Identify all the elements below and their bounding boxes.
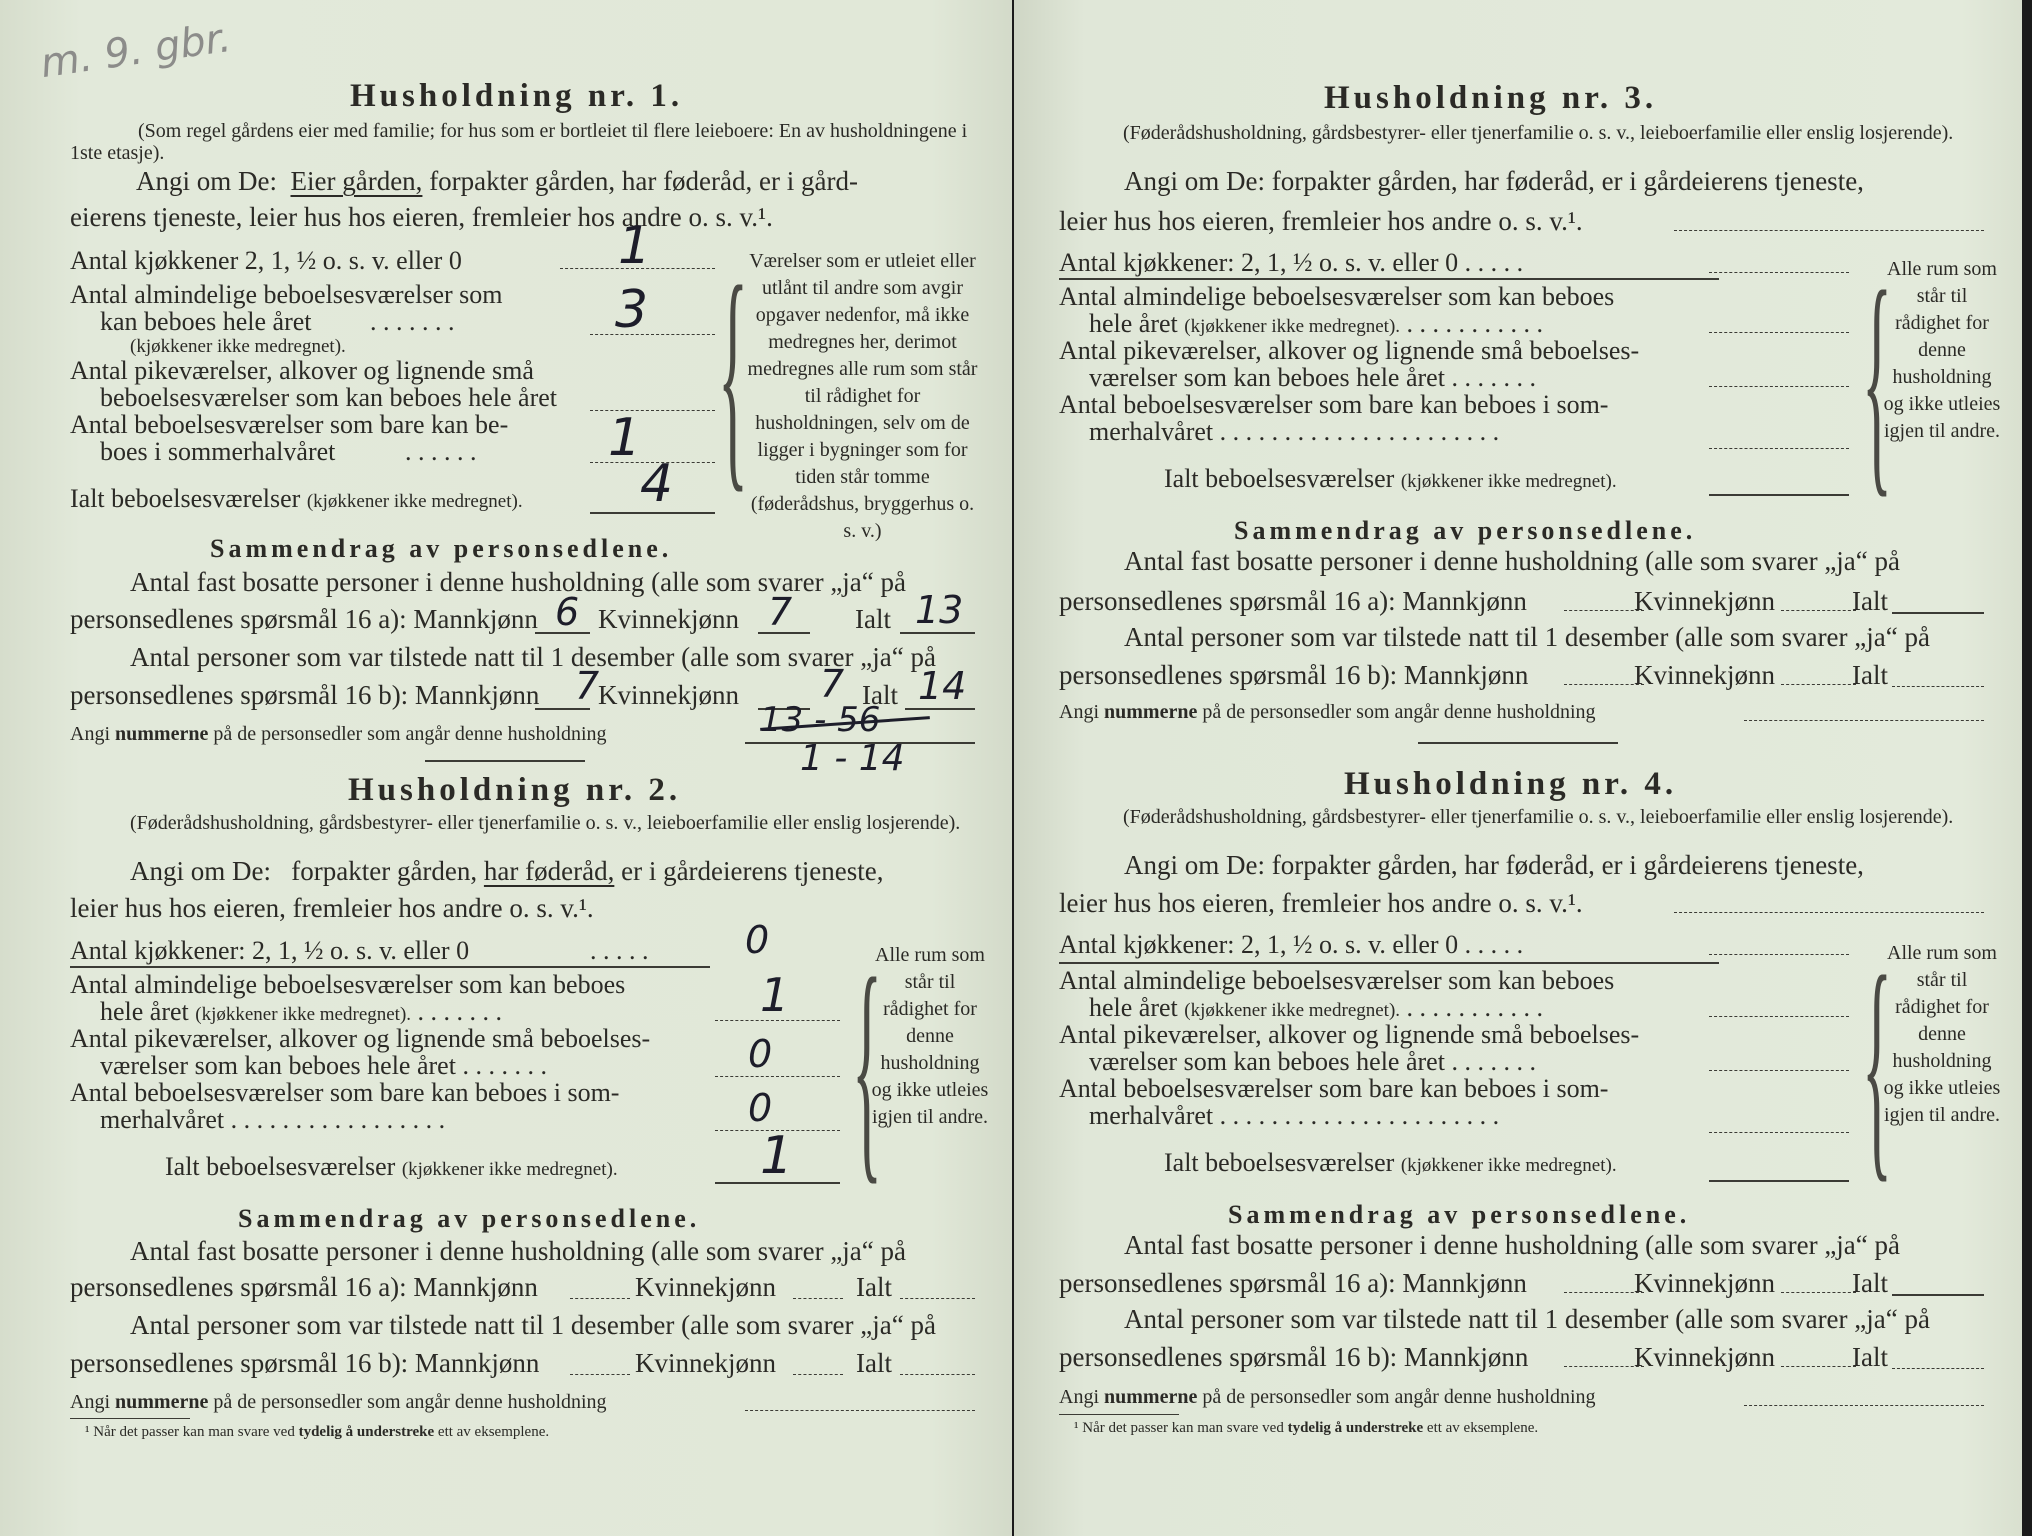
h1-tilst-line1: Antal personer som var tilstede natt til 1 desember (alle som svarer „ja“ på <box>130 642 936 672</box>
h3-ialt-sub: (kjøkkener ikke medregnet). <box>1400 471 1617 492</box>
h4-sommer-label1: Antal beboelsesværelser som bare kan beboes i som- <box>1059 1074 1609 1103</box>
h3-pike-label2: værelser som kan beboes hele året . . . . . . . <box>1089 363 1536 392</box>
h3-note: (Føderådshusholdning, gårdsbestyrer- eller tjenerfamilie o. s. v., leieboerfamilie eller enslig losjerende). <box>1123 122 1954 144</box>
h3-angi-line1: Angi om De: forpakter gården, har føderåd, er i gårdeierens tjeneste, <box>1124 166 1864 196</box>
h4-alm-line <box>1709 1016 1849 1017</box>
h1-ialt-text: Ialt beboelsesværelser <box>70 484 301 513</box>
h1-separator <box>425 760 585 762</box>
footnote-right-post: ett av eksemplene. <box>1426 1420 1539 1436</box>
h1-alm-label2: kan beboes hele året <box>100 307 312 336</box>
h2-fast-m-line <box>570 1298 630 1299</box>
h2-title: Husholdning nr. 2. <box>348 772 682 808</box>
h2-angi-line1 <box>130 856 883 887</box>
h4-tilst-ialt: Ialt <box>1852 1342 1888 1372</box>
h3-title: Husholdning nr. 3. <box>1324 80 1658 116</box>
h1-fast-line2 <box>70 604 538 635</box>
h4-fast-m-line <box>1564 1292 1644 1293</box>
h1-fast-t-value: 13 <box>915 588 964 632</box>
h4-pike-label2: værelser som kan beboes hele året . . . . . . . <box>1089 1047 1536 1076</box>
h4-ialt-sub: (kjøkkener ikke medregnet). <box>1400 1155 1617 1176</box>
h2-alm-label2: hele året (kjøkkener ikke medregnet). . . . . . . . <box>100 997 503 1026</box>
footnote-left-pre: ¹ Når det passer kan man svare ved <box>85 1424 295 1440</box>
h2-sommer-label1: Antal beboelsesværelser som bare kan beboes i som- <box>70 1078 620 1107</box>
h4-nummer-bold: nummerne <box>1104 1386 1198 1408</box>
h3-sommer-label1: Antal beboelsesværelser som bare kan beboes i som- <box>1059 390 1609 419</box>
h1-fast-t-line <box>900 632 975 634</box>
h1-fast-kvinne: Kvinnekjønn <box>598 604 739 634</box>
h3-nummer-line <box>1059 701 1596 724</box>
h3-tilst-kvinne: Kvinnekjønn <box>1634 660 1775 690</box>
h4-angi-rule <box>1674 912 1984 913</box>
h2-kjokken-label: Antal kjøkkener: 2, 1, ½ o. s. v. eller 0 <box>70 936 470 965</box>
h2-ialt-value: 1 <box>760 1126 794 1186</box>
h3-side-note: Alle rum som står til rådighet for denne husholdning og ikke utleies igjen til andre. <box>1883 258 2001 442</box>
h4-nummer-rule <box>1744 1405 1984 1406</box>
footnote-right-bold: tydelig å understreke <box>1287 1420 1424 1436</box>
h1-side-note: Værelser som er utleiet eller utlånt til andre som avgir opgaver nedenfor, må ikke medregnes her, derimot medregnes alle rum som står til rådighet for husholdningen, selv om de ligger i bygninger som for tiden står tomme (føderådshus, bryggerhus o. s. v.) <box>747 250 978 542</box>
h1-sum-title: Sammendrag av personsedlene. <box>210 534 673 563</box>
h2-nummer-bold: nummerne <box>115 1391 209 1413</box>
h1-tilst-line2: personsedlenes spørsmål 16 b): Mannkjønn <box>70 680 540 710</box>
h4-tilst-line1: Antal personer som var tilstede natt til 1 desember (alle som svarer „ja“ på <box>1124 1304 1930 1334</box>
h2-tilst-ialt: Ialt <box>856 1348 892 1378</box>
h4-alm-hele: hele året <box>1089 993 1178 1022</box>
h1-tilst-t-value: 14 <box>918 664 967 708</box>
h2-kjokken-dots: . . . . . <box>590 936 649 965</box>
h2-ialt-sub: (kjøkkener ikke medregnet). <box>401 1159 618 1180</box>
h3-sommer-label2: merhalvåret . . . . . . . . . . . . . . . . . . . . . . <box>1089 417 1500 446</box>
h3-sum-title: Sammendrag av personsedlene. <box>1234 516 1697 545</box>
h3-angi-line2: leier hus hos eieren, fremleier hos andre o. s. v.¹. <box>1059 206 1583 236</box>
h4-kjokken-text: Antal kjøkkener: 2, 1, ½ o. s. v. eller 0 <box>1059 930 1459 959</box>
h4-tilst-k-line <box>1781 1366 1856 1367</box>
h4-kjokken-underline <box>1059 962 1719 964</box>
h4-title: Husholdning nr. 4. <box>1344 766 1678 802</box>
h2-sommer-label2: merhalvåret . . . . . . . . . . . . . . . . . <box>100 1105 446 1134</box>
right-page <box>1014 0 2022 1536</box>
h3-angi-rule <box>1674 230 1984 231</box>
h3-alm-label2: hele året (kjøkkener ikke medregnet). . . . . . . . . . . . <box>1089 309 1544 338</box>
h1-tilst-m-value: 7 <box>575 664 600 708</box>
h1-angi-line1 <box>136 166 858 197</box>
h4-kjokken-line <box>1709 954 1849 955</box>
h3-tilst-ialt: Ialt <box>1852 660 1888 690</box>
h4-ialt-text: Ialt beboelsesværelser <box>1164 1148 1395 1177</box>
h3-separator <box>1418 742 1618 744</box>
h1-sommer-label2: boes i sommerhalvåret <box>100 437 336 466</box>
h1-kjokken-value: 1 <box>618 216 652 276</box>
h2-note: (Føderådshusholdning, gårdsbestyrer- eller tjenerfamilie o. s. v., leieboerfamilie eller enslig losjerende). <box>130 812 961 834</box>
h4-nummer-pre: Angi <box>1059 1386 1099 1408</box>
h1-alm-sub: (kjøkkener ikke medregnet). <box>130 336 346 357</box>
h1-nummer-line <box>70 723 607 746</box>
h1-alm-value: 3 <box>615 280 649 340</box>
h4-ialt-label <box>1164 1148 1617 1178</box>
h2-alm-hele: hele året <box>100 997 189 1026</box>
h3-nummer-post: på de personsedler som angår denne husholdning <box>1202 701 1596 723</box>
h2-pike-line <box>715 1076 840 1077</box>
h2-alm-sub: (kjøkkener ikke medregnet). <box>195 1004 412 1025</box>
h2-tilst-kvinne: Kvinnekjønn <box>635 1348 776 1378</box>
h1-nummer-post: på de personsedler som angår denne husholdning <box>213 723 607 745</box>
h4-pike-text: værelser som kan beboes hele året <box>1089 1047 1445 1076</box>
h4-kjokken-label: Antal kjøkkener: 2, 1, ½ o. s. v. eller 0 . . . . . <box>1059 930 1524 959</box>
h1-eier-option: Eier gården, <box>290 166 423 196</box>
h2-fast-k-line <box>793 1298 843 1299</box>
h1-tilst-k-value: 7 <box>820 662 845 706</box>
h4-fast-ialt: Ialt <box>1852 1268 1888 1298</box>
h4-sommer-label2: merhalvåret . . . . . . . . . . . . . . . . . . . . . . <box>1089 1101 1500 1130</box>
h3-fast-line2: personsedlenes spørsmål 16 a): Mannkjønn <box>1059 586 1527 616</box>
h2-alm-value: 1 <box>760 968 790 1022</box>
h4-alm-label2: hele året (kjøkkener ikke medregnet). . . . . . . . . . . . <box>1089 993 1544 1022</box>
h2-nummer-post: på de personsedler som angår denne husholdning <box>213 1391 607 1413</box>
h3-ialt-line <box>1709 494 1849 496</box>
h1-alm-label1: Antal almindelige beboelsesværelser som <box>70 280 503 309</box>
h4-fast-kvinne: Kvinnekjønn <box>1634 1268 1775 1298</box>
h4-pike-label1: Antal pikeværelser, alkover og lignende små beboelses- <box>1059 1020 1640 1049</box>
footnote-left-bold: tydelig å understreke <box>298 1424 435 1440</box>
h2-foderad-option: har føderåd, <box>483 856 615 886</box>
h4-fast-line1: Antal fast bosatte personer i denne husholdning (alle som svarer „ja“ på <box>1124 1230 1900 1260</box>
h1-fast-k-value: 7 <box>768 590 793 634</box>
h4-nummer-line <box>1059 1386 1596 1409</box>
h2-ialt-text: Ialt beboelsesværelser <box>165 1152 396 1181</box>
h1-title: Husholdning nr. 1. <box>350 78 684 114</box>
h1-tilst-kvinne: Kvinnekjønn <box>598 680 739 710</box>
h3-kjokken-underline <box>1059 278 1719 280</box>
h3-fast-line1: Antal fast bosatte personer i denne husholdning (alle som svarer „ja“ på <box>1124 546 1900 576</box>
h3-alm-hele: hele året <box>1089 309 1178 338</box>
h4-pike-line <box>1709 1070 1849 1071</box>
h3-fast-m-line <box>1564 610 1644 611</box>
h1-sommer-value: 1 <box>608 408 642 468</box>
h1-fast-line1: Antal fast bosatte personer i denne husholdning (alle som svarer „ja“ på <box>130 567 906 597</box>
h2-tilst-line1: Antal personer som var tilstede natt til 1 desember (alle som svarer „ja“ på <box>130 1310 936 1340</box>
h4-tilst-m-line <box>1564 1366 1644 1367</box>
h1-ialt-label <box>70 484 523 514</box>
h4-brace: { <box>1862 926 1892 1203</box>
h3-kjokken-line <box>1709 272 1849 273</box>
h2-kjokken-value: 0 <box>745 918 770 962</box>
h1-angi-prefix: Angi om De: <box>136 166 277 196</box>
h1-alm-line <box>590 334 715 335</box>
h4-tilst-kvinne: Kvinnekjønn <box>1634 1342 1775 1372</box>
h1-nummer-value: 1 - 14 <box>800 738 905 779</box>
h1-ialt-sub: (kjøkkener ikke medregnet). <box>306 491 523 512</box>
h4-angi-line2: leier hus hos eieren, fremleier hos andre o. s. v.¹. <box>1059 888 1583 918</box>
h4-side-note: Alle rum som står til rådighet for denne husholdning og ikke utleies igjen til andre. <box>1883 942 2001 1126</box>
h4-alm-sub: (kjøkkener ikke medregnet). <box>1184 1000 1401 1021</box>
h3-sommer-line <box>1709 448 1849 449</box>
h1-nummer-pre: Angi <box>70 723 110 745</box>
h2-angi-b: er i gårdeierens tjeneste, <box>621 856 884 886</box>
h1-fast-label: personsedlenes spørsmål 16 a): Mannkjønn <box>70 604 538 634</box>
h1-angi-rest: forpakter gården, har føderåd, er i gård- <box>429 166 858 196</box>
h3-pike-text: værelser som kan beboes hele året <box>1089 363 1445 392</box>
h2-brace: { <box>852 928 882 1205</box>
footnote-right <box>1074 1420 1538 1437</box>
h2-kjokken-underline <box>70 966 710 968</box>
h1-brace: { <box>718 236 748 513</box>
h3-brace: { <box>1862 241 1892 518</box>
h1-sommer-label1: Antal beboelsesværelser som bare kan be- <box>70 410 509 439</box>
h1-ialt-value: 4 <box>640 454 674 514</box>
h2-pike-label2: værelser som kan beboes hele året . . . . . . . <box>100 1051 547 1080</box>
h3-ialt-text: Ialt beboelsesværelser <box>1164 464 1395 493</box>
h1-nummer-bold: nummerne <box>115 723 209 745</box>
h1-note: (Som regel gårdens eier med familie; for hus som er bortleiet til flere leieboere: En av husholdningene i 1ste etasje). <box>70 120 968 164</box>
h1-pike-label2: beboelsesværelser som kan beboes hele året <box>100 383 558 412</box>
h1-alm-dots: . . . . . . . <box>370 307 455 336</box>
h4-tilst-line2: personsedlenes spørsmål 16 b): Mannkjønn <box>1059 1342 1529 1372</box>
h3-tilst-line1: Antal personer som var tilstede natt til 1 desember (alle som svarer „ja“ på <box>1124 622 1930 652</box>
h2-angi-a: forpakter gården, <box>291 856 478 886</box>
footnote-rule-left <box>70 1418 190 1419</box>
h3-pike-label1: Antal pikeværelser, alkover og lignende små beboelses- <box>1059 336 1640 365</box>
h2-ialt-label <box>165 1152 618 1182</box>
h3-ialt-label <box>1164 464 1617 494</box>
h2-angi-prefix: Angi om De: <box>130 856 271 886</box>
h2-tilst-k-line <box>793 1374 843 1375</box>
h4-sommer-text: merhalvåret <box>1089 1101 1214 1130</box>
h3-alm-label1: Antal almindelige beboelsesværelser som kan beboes <box>1059 282 1615 311</box>
h1-sommer-dots: . . . . . . <box>405 437 477 466</box>
h4-sommer-line <box>1709 1132 1849 1133</box>
h3-nummer-bold: nummerne <box>1104 701 1198 723</box>
h2-nummer-pre: Angi <box>70 1391 110 1413</box>
h2-nummer-rule <box>745 1410 975 1411</box>
h4-nummer-post: på de personsedler som angår denne husholdning <box>1202 1386 1596 1408</box>
h2-fast-ialt: Ialt <box>856 1272 892 1302</box>
h2-alm-label1: Antal almindelige beboelsesværelser som kan beboes <box>70 970 626 999</box>
footnote-left-post: ett av eksemplene. <box>437 1424 550 1440</box>
h4-fast-k-line <box>1781 1292 1856 1293</box>
h2-nummer-line <box>70 1391 607 1414</box>
h1-kjokken-label: Antal kjøkkener 2, 1, ½ o. s. v. eller 0 <box>70 246 462 275</box>
h2-pike-value: 0 <box>748 1032 773 1076</box>
h1-nummer-struck: 13 - 56 <box>760 700 881 740</box>
h3-tilst-k-line <box>1781 684 1856 685</box>
h1-pike-label1: Antal pikeværelser, alkover og lignende små <box>70 356 534 385</box>
h2-angi-line2: leier hus hos eieren, fremleier hos andre o. s. v.¹. <box>70 893 594 923</box>
h3-alm-sub: (kjøkkener ikke medregnet). <box>1184 316 1401 337</box>
h2-sommer-text: merhalvåret <box>100 1105 225 1134</box>
h2-fast-t-line <box>900 1298 975 1299</box>
h4-tilst-t-line <box>1892 1368 1984 1369</box>
h1-fast-ialt: Ialt <box>855 604 891 634</box>
h3-sommer-text: merhalvåret <box>1089 417 1214 446</box>
h3-fast-ialt: Ialt <box>1852 586 1888 616</box>
h1-tilst-m-line <box>535 708 590 710</box>
h2-fast-line1: Antal fast bosatte personer i denne husholdning (alle som svarer „ja“ på <box>130 1236 906 1266</box>
h2-side-note: Alle rum som står til rådighet for denne husholdning og ikke utleies igjen til andre. <box>871 944 989 1128</box>
h1-angi-line2: eierens tjeneste, leier hus hos eieren, fremleier hos andre o. s. v.¹. <box>70 202 773 232</box>
h3-pike-line <box>1709 386 1849 387</box>
h4-alm-label1: Antal almindelige beboelsesværelser som kan beboes <box>1059 966 1615 995</box>
h2-tilst-m-line <box>570 1374 630 1375</box>
h4-note: (Føderådshusholdning, gårdsbestyrer- eller tjenerfamilie o. s. v., leieboerfamilie eller enslig losjerende). <box>1123 806 1954 828</box>
h4-fast-line2: personsedlenes spørsmål 16 a): Mannkjønn <box>1059 1268 1527 1298</box>
h4-sum-title: Sammendrag av personsedlene. <box>1228 1200 1691 1229</box>
h1-tilst-t-line <box>905 708 975 710</box>
h2-fast-line2: personsedlenes spørsmål 16 a): Mannkjønn <box>70 1272 538 1302</box>
h4-angi-line1: Angi om De: forpakter gården, har føderåd, er i gårdeierens tjeneste, <box>1124 850 1864 880</box>
footnote-right-pre: ¹ Når det passer kan man svare ved <box>1074 1420 1284 1436</box>
h2-sommer-value: 0 <box>748 1086 773 1130</box>
h3-tilst-m-line <box>1564 684 1644 685</box>
pencil-note: m. 9. gbr. <box>37 14 234 88</box>
h3-fast-kvinne: Kvinnekjønn <box>1634 586 1775 616</box>
h2-pike-text: værelser som kan beboes hele året <box>100 1051 456 1080</box>
h4-ialt-line <box>1709 1180 1849 1182</box>
h3-tilst-t-line <box>1892 686 1984 687</box>
h2-pike-label1: Antal pikeværelser, alkover og lignende små beboelses- <box>70 1024 651 1053</box>
h1-fast-m-value: 6 <box>555 590 580 634</box>
h2-sum-title: Sammendrag av personsedlene. <box>238 1204 701 1233</box>
h3-tilst-line2: personsedlenes spørsmål 16 b): Mannkjønn <box>1059 660 1529 690</box>
h3-nummer-pre: Angi <box>1059 701 1099 723</box>
footnote-rule-right <box>1059 1414 1179 1415</box>
h4-fast-t-line <box>1892 1294 1984 1296</box>
h3-kjokken-text: Antal kjøkkener: 2, 1, ½ o. s. v. eller 0 <box>1059 248 1459 277</box>
left-page <box>0 0 1012 1536</box>
h3-alm-line <box>1709 332 1849 333</box>
h3-nummer-rule <box>1744 720 1984 721</box>
h3-fast-t-line <box>1892 612 1984 614</box>
h2-tilst-t-line <box>900 1374 975 1375</box>
h1-tilst-ialt: Ialt <box>862 680 898 710</box>
footnote-left <box>85 1424 549 1441</box>
h2-fast-kvinne: Kvinnekjønn <box>635 1272 776 1302</box>
h2-tilst-line2: personsedlenes spørsmål 16 b): Mannkjønn <box>70 1348 540 1378</box>
h3-fast-k-line <box>1781 610 1856 611</box>
h3-kjokken-label: Antal kjøkkener: 2, 1, ½ o. s. v. eller 0 . . . . . <box>1059 248 1524 277</box>
